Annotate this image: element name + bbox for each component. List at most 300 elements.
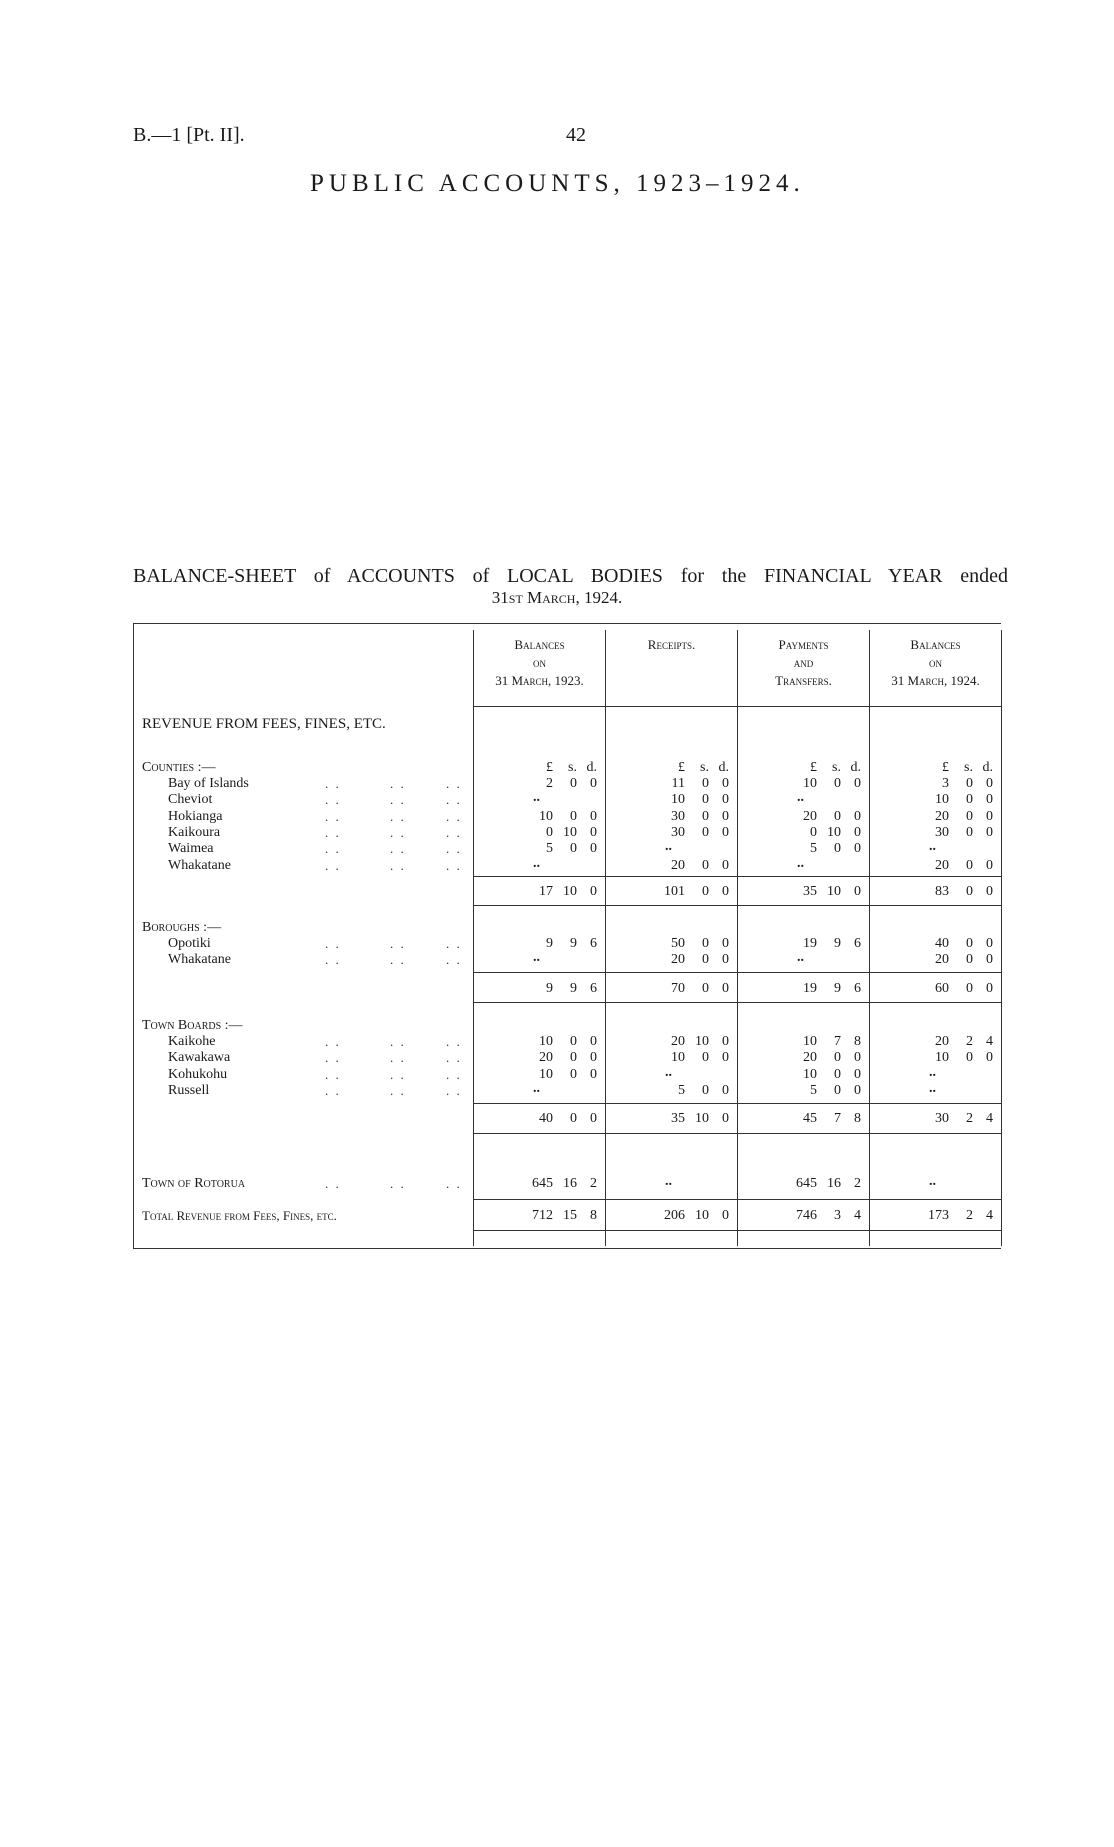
amount-cell [523,1111,597,1127]
pence: 4 [986,1111,993,1126]
shillings: 0 [570,841,577,857]
shillings: 10 [827,824,841,840]
pence: 0 [722,884,729,899]
leader-dots: . . [390,1034,406,1049]
pence: 0 [854,824,861,840]
shillings: 0 [702,776,709,791]
column-header-receipts [606,636,737,654]
pounds: 10 [539,808,553,824]
shillings: 0 [834,776,841,791]
row-label: Kohukohu [168,1066,228,1082]
leader-dots: . . [325,936,341,951]
page-number: 42 [566,124,586,146]
pounds: 20 [671,952,685,967]
row-label: Town of Rotorua [142,1176,246,1191]
pounds: 20 [935,1034,949,1049]
pence: 6 [590,981,597,996]
leader-dots: . . [390,792,406,808]
pounds: 10 [935,792,949,808]
amount-cell [919,858,993,874]
pounds: 5 [810,1082,817,1098]
pence: 8 [854,1111,861,1126]
shillings: 0 [834,1050,841,1066]
pounds: 20 [671,857,685,873]
column-header-payments [738,636,869,690]
row-label: Whakatane [168,952,231,967]
shillings: 15 [563,1208,577,1223]
pence: 0 [854,1050,861,1066]
pounds: 20 [803,1050,817,1066]
nil-marker: .. [533,855,540,871]
leader-dots: . . [446,1066,462,1082]
pounds: 5 [546,841,553,857]
pence: 0 [590,1111,597,1126]
amount-cell [655,952,729,968]
pence: 0 [722,1050,729,1066]
shillings: 10 [563,884,577,899]
leader-dots: . . [390,1066,406,1082]
pence: 0 [590,1066,597,1082]
pence: 0 [986,884,993,899]
amount-cell [919,809,993,825]
pounds: 60 [935,981,949,996]
pounds: 712 [532,1208,553,1223]
currency-header [787,760,861,776]
nil-marker: .. [665,1064,672,1080]
column-divider [737,630,738,1246]
column-divider [473,630,474,1246]
currency-symbol: d. [586,760,597,775]
leader-dots: . . [325,841,341,857]
pence: 0 [986,1050,993,1066]
pence: 0 [722,824,729,840]
shillings: 9 [834,936,841,951]
leader-dots: . . [325,1082,341,1098]
leader-dots: . . [446,936,462,951]
leader-dots: . . [325,792,341,808]
amount-cell [523,809,597,825]
pence: 0 [722,1111,729,1126]
shillings: 0 [966,981,973,996]
shillings: 0 [702,884,709,899]
pence: 0 [986,952,993,967]
shillings: 0 [966,792,973,808]
pounds: 40 [539,1111,553,1126]
amount-cell [787,825,861,841]
pence: 2 [854,1176,861,1191]
pounds: 10 [803,1034,817,1049]
pounds: 20 [935,952,949,967]
pence: 0 [986,824,993,840]
amount-cell [919,792,993,808]
amount-cell [919,1111,993,1127]
pence: 0 [722,952,729,967]
amount-cell [787,1083,861,1099]
pounds: 70 [671,981,685,996]
nil-marker: .. [533,1080,540,1096]
pounds: 35 [671,1111,685,1126]
pounds: 20 [935,808,949,824]
column-header-line: Receipts. [647,637,696,652]
leader-dots: . . [325,824,341,840]
pounds: 5 [678,1082,685,1098]
pounds: 645 [796,1176,817,1191]
currency-symbol: s. [568,760,577,775]
pounds: 11 [671,776,685,791]
pence: 0 [854,884,861,899]
pence: 0 [590,884,597,899]
document-reference: B.—1 [Pt. II]. [133,124,245,146]
shillings: 0 [966,936,973,951]
pounds: 10 [671,792,685,808]
nil-marker: .. [665,839,672,855]
pounds: 10 [803,776,817,791]
leader-dots: . . [325,952,341,967]
pence: 0 [722,1208,729,1223]
pounds: 206 [664,1208,685,1223]
pence: 2 [590,1176,597,1191]
subtotal-rule [474,972,1001,973]
row-label: Opotiki [168,936,211,951]
pence: 0 [722,1034,729,1049]
amount-cell [919,884,993,900]
pence: 0 [722,1082,729,1098]
column-header-line: Payments [778,637,829,652]
pounds: 20 [671,1034,685,1049]
amount-cell [523,884,597,900]
pounds: 20 [539,1050,553,1066]
shillings: 0 [702,981,709,996]
shillings: 0 [834,1082,841,1098]
currency-symbol: s. [964,760,973,775]
nil-marker: .. [533,790,540,806]
pence: 8 [590,1208,597,1223]
pence: 0 [986,776,993,791]
leader-dots: . . [390,808,406,824]
column-header-line: Transfers. [775,673,832,688]
amount-cell [655,776,729,792]
shillings: 10 [695,1208,709,1223]
subtotal-rule [474,1230,1001,1231]
shillings: 7 [834,1111,841,1126]
table-right-rule [1001,630,1002,1246]
pounds: 3 [942,776,949,791]
amount-cell [787,1067,861,1083]
pounds: 50 [671,936,685,951]
amount-cell [919,776,993,792]
leader-dots: . . [325,857,341,873]
pounds: 0 [546,824,553,840]
pence: 4 [986,1208,993,1223]
column-header-line: 31 March, 1923. [495,673,584,688]
leader-dots: . . [325,776,341,791]
shillings: 0 [834,1066,841,1082]
shillings: 0 [702,808,709,824]
nil-marker: .. [929,1064,936,1080]
amount-cell [523,825,597,841]
pounds: 2 [546,776,553,791]
nil-marker: .. [797,790,804,806]
shillings: 2 [966,1208,973,1223]
shillings: 9 [570,981,577,996]
nil-marker: .. [665,1174,672,1189]
table-title-date: 31st March, 1924. [491,588,623,607]
shillings: 0 [702,792,709,808]
shillings: 16 [827,1176,841,1191]
column-header-balances-1923 [474,636,605,690]
column-header-balances-1924 [870,636,1001,690]
shillings: 0 [966,824,973,840]
nil-marker: .. [929,839,936,855]
pence: 6 [854,936,861,951]
grand-total-label: Total Revenue from Fees, Fines, etc. [142,1208,337,1223]
row-label: Kawakawa [168,1050,231,1066]
shillings: 10 [563,824,577,840]
shillings: 16 [563,1176,577,1191]
amount-cell [787,981,861,997]
amount-cell [655,809,729,825]
currency-symbol: £ [942,760,949,775]
table-title: BALANCE-SHEET of ACCOUNTS of LOCAL BODIES for the FINANCIAL YEAR ended [133,565,1008,587]
pounds: 30 [671,824,685,840]
row-label: Whakatane [168,857,231,873]
shillings: 10 [695,1111,709,1126]
leader-dots: . . [325,1034,341,1049]
row-label: Russell [168,1082,210,1098]
leader-dots: . . [446,824,462,840]
subtotal-rule [474,1199,1001,1200]
amount-cell [655,1208,729,1224]
currency-symbol: £ [678,760,685,775]
pence: 0 [986,981,993,996]
pounds: 20 [803,808,817,824]
pence: 0 [722,808,729,824]
shillings: 0 [570,1050,577,1066]
shillings: 0 [702,1050,709,1066]
currency-symbol: £ [810,760,817,775]
amount-cell [655,792,729,808]
amount-cell [523,1034,597,1050]
amount-cell [787,1034,861,1050]
pounds: 30 [671,808,685,824]
currency-symbol: d. [850,760,861,775]
leader-dots: . . [446,952,462,967]
shillings: 10 [695,1034,709,1049]
pounds: 173 [928,1208,949,1223]
shillings: 0 [702,857,709,873]
amount-cell [523,981,597,997]
pence: 0 [590,808,597,824]
shillings: 0 [570,776,577,791]
pounds: 10 [671,1050,685,1066]
currency-header [919,760,993,776]
amount-cell [787,1111,861,1127]
pence: 0 [590,824,597,840]
column-header-line: Balances [910,637,961,652]
pence: 0 [590,1034,597,1049]
nil-marker: .. [929,1080,936,1096]
pounds: 5 [810,841,817,857]
shillings: 0 [702,952,709,967]
amount-cell [655,1034,729,1050]
shillings: 0 [570,1034,577,1049]
shillings: 7 [834,1034,841,1049]
pounds: 19 [803,981,817,996]
shillings: 0 [702,1082,709,1098]
amount-cell [523,1050,597,1066]
currency-symbol: £ [546,760,553,775]
pounds: 30 [935,824,949,840]
pence: 0 [590,776,597,791]
pence: 0 [722,776,729,791]
leader-dots: . . [446,841,462,857]
nil-marker: .. [533,950,540,965]
header-rule [474,706,1001,707]
leader-dots: . . [446,808,462,824]
column-header-line: Balances [514,637,565,652]
pence: 0 [722,857,729,873]
amount-cell [787,1208,861,1224]
amount-cell [919,936,993,952]
leader-dots: . . [390,824,406,840]
leader-dots: . . [325,1066,341,1082]
amount-cell [655,936,729,952]
pounds: 101 [664,884,685,899]
pounds: 17 [539,884,553,899]
pence: 0 [854,808,861,824]
amount-cell [919,952,993,968]
pounds: 9 [546,936,553,951]
pence: 0 [590,841,597,857]
pounds: 0 [810,824,817,840]
amount-cell [655,1111,729,1127]
leader-dots: . . [446,1082,462,1098]
shillings: 0 [966,776,973,791]
pence: 0 [722,936,729,951]
shillings: 0 [966,884,973,899]
pence: 0 [986,857,993,873]
pounds: 20 [935,857,949,873]
pence: 6 [590,936,597,951]
leader-dots: . . [390,776,406,791]
pounds: 19 [803,936,817,951]
leader-dots: . . [390,857,406,873]
currency-symbol: d. [982,760,993,775]
leader-dots: . . [390,936,406,951]
leader-dots: . . [446,1050,462,1066]
table-left-rule [133,623,134,1248]
pence: 0 [986,792,993,808]
group-heading: Town Boards :— [142,1018,243,1033]
amount-cell [655,1083,729,1099]
currency-symbol: s. [832,760,841,775]
leader-dots: . . [325,1050,341,1066]
leader-dots: . . [390,1050,406,1066]
subtotal-rule [474,1103,1001,1104]
group-heading: Boroughs :— [142,920,222,935]
shillings: 9 [570,936,577,951]
leader-dots: . . [446,776,462,791]
row-label: Kaikoura [168,824,221,840]
leader-dots: . . [390,952,406,967]
shillings: 0 [966,808,973,824]
shillings: 0 [702,824,709,840]
row-label: Waimea [168,841,214,857]
amount-cell [655,858,729,874]
shillings: 0 [966,1050,973,1066]
shillings: 2 [966,1111,973,1126]
leader-dots: . . [325,1176,341,1191]
pence: 0 [986,936,993,951]
table-top-rule [133,623,1001,624]
amount-cell [919,1034,993,1050]
pounds: 35 [803,884,817,899]
leader-dots: . . [446,1176,462,1191]
pounds: 10 [935,1050,949,1066]
amount-cell [523,1208,597,1224]
shillings: 10 [827,884,841,899]
row-label: Bay of Islands [168,776,249,791]
shillings: 2 [966,1034,973,1049]
pence: 0 [854,841,861,857]
leader-dots: . . [390,1176,406,1191]
pounds: 746 [796,1208,817,1223]
pence: 8 [854,1034,861,1049]
currency-symbol: d. [718,760,729,775]
pence: 6 [854,981,861,996]
leader-dots: . . [446,857,462,873]
shillings: 9 [834,981,841,996]
shillings: 0 [702,936,709,951]
row-label: Kaikohe [168,1034,216,1049]
amount-cell [787,809,861,825]
subtotal-rule [474,1133,1001,1134]
pounds: 40 [935,936,949,951]
nil-marker: .. [797,950,804,965]
leader-dots: . . [446,792,462,808]
column-divider [605,630,606,1246]
pounds: 645 [532,1176,553,1191]
shillings: 0 [570,1111,577,1126]
pence: 0 [854,776,861,791]
pence: 0 [854,1066,861,1082]
amount-cell [919,1208,993,1224]
nil-marker: .. [929,1174,936,1189]
shillings: 0 [966,857,973,873]
amount-cell [523,1176,597,1192]
pence: 0 [590,1050,597,1066]
shillings: 0 [570,808,577,824]
amount-cell [787,1050,861,1066]
row-label: Hokianga [168,808,223,824]
amount-cell [919,981,993,997]
leader-dots: . . [325,808,341,824]
column-header-line: 31 March, 1924. [891,673,980,688]
pence: 4 [986,1034,993,1049]
pence: 0 [986,808,993,824]
column-header-line: on [533,655,546,670]
pounds: 30 [935,1111,949,1126]
subtotal-rule [474,1002,1001,1003]
pounds: 9 [546,981,553,996]
subtotal-rule [474,876,1001,877]
pence: 4 [854,1208,861,1223]
amount-cell [787,1176,861,1192]
pence: 0 [722,981,729,996]
currency-header [655,760,729,776]
currency-header [523,760,597,776]
subtotal-rule [474,905,1001,906]
